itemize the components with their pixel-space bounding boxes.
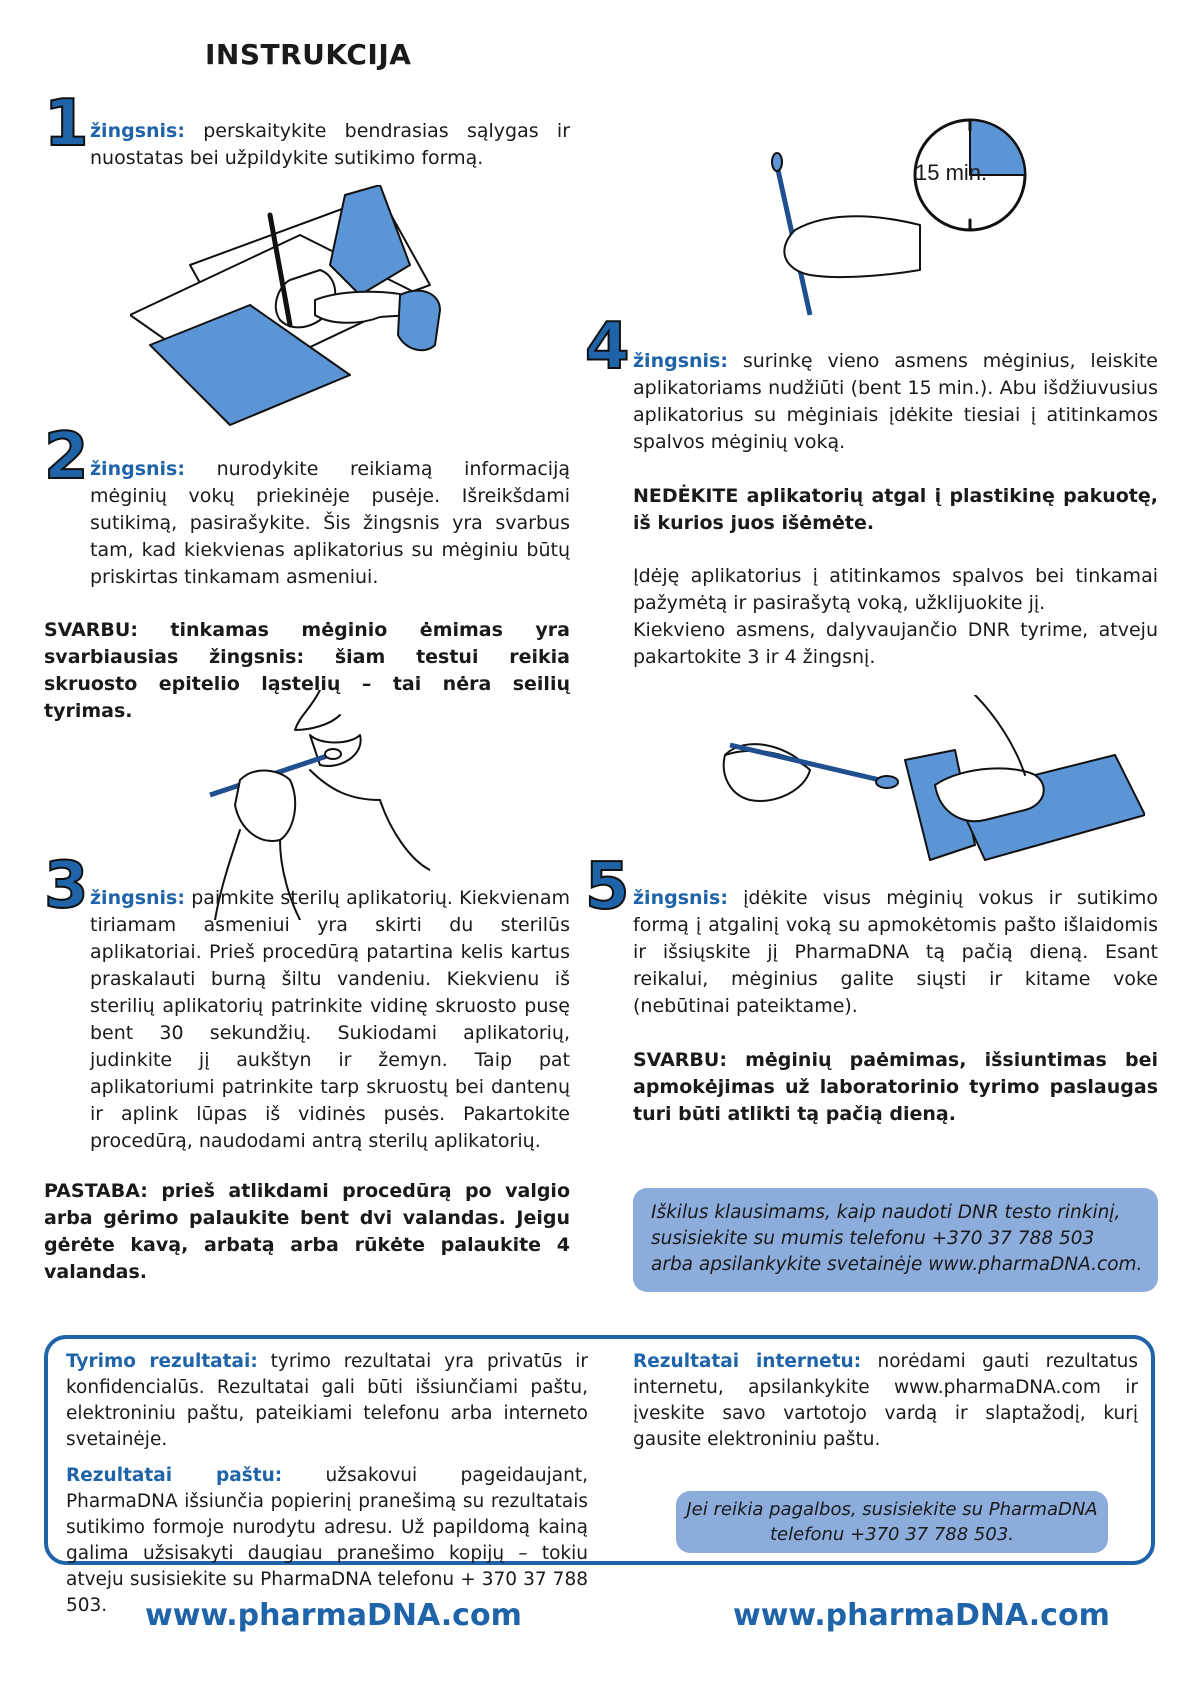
step-5-body: įdėkite visus mėginių vokus ir sutikimo formą į atgalinį voką su apmokėtomis pašto išlaidomis ir išsiųskite jį PharmaDNA tą pačią dieną. Esant reikalui, mėginius galite siųsti ir kitame voke (nebūtinai pateiktame).: [633, 887, 1158, 1017]
resting-sleeve: [398, 291, 440, 351]
page-title: INSTRUKCIJA: [205, 38, 412, 71]
step-4-warning: NEDĖKITE aplikatorių atgal į plastikinę pakuotę, iš kurios juos išėmėte.: [633, 485, 1158, 534]
contact-info-text: [651, 1200, 1151, 1278]
step-1-number: 1: [44, 87, 87, 161]
contact-info-line-2: susisiekite su mumis telefonu +370 37 788 503: [651, 1228, 1095, 1249]
step-4-text2: Įdėję aplikatorius į atitinkamos spalvos bei tinkamai pažymėtą ir pasirašytą voką, užklijuokite jį.: [633, 565, 1158, 614]
results-pastu-text: užsakovui pageidaujant, PharmaDNA išsiunčia popierinį pranešimą su rezultatais sutikimo formoje nurodytu adresu. Už papildomą kainą galima užsisakyti daugiau pranešimo kopijų – tokiu atveju susisiekite su PharmaDNA telefonu + 370 37 788 503.: [66, 1465, 588, 1616]
jaw-line: [310, 770, 430, 870]
step-1-lead: žingsnis:: [90, 120, 185, 142]
results-box: [44, 1335, 1155, 1616]
swab-tip: [325, 749, 341, 759]
step-3-number: 3: [44, 849, 87, 923]
step-2-number: 2: [44, 420, 87, 494]
signing-form-illustration: [130, 185, 560, 435]
step-4-text: [633, 348, 1158, 456]
contact-info-line-3: arba apsilankykite svetainėje www.pharmaDNA.com.: [651, 1254, 1143, 1275]
results-internetu-text: norėdami gauti rezultatus internetu, apsilankykite www.pharmaDNA.com ir įveskite savo vartotojo vardą ir slaptažodį, kurį gausite elektroniniu paštu.: [633, 1351, 1138, 1450]
step-4-lead: žingsnis:: [633, 350, 728, 372]
timer-label: 15 min.: [915, 160, 988, 185]
step-2-text: [90, 456, 570, 591]
step-3-text-first: [90, 885, 570, 1155]
results-right-column: [633, 1349, 1138, 1463]
step-3-body: paimkite sterilų aplikatorių. Kiekvienam tiriamam asmeniui yra skirti du sterilūs aplikatoriai. Prieš procedūrą patartina kelis kartus praskalauti burną šiltu vandeniu. Kiekvienu iš sterilių aplikatorių patrinkite vidinę skruosto pusę bent 30 sekundžių. Sukiodami aplikatorių, judinkite jį aukštyn ir žemyn. Taip pat aplikatoriumi patrinkite tarp skruostų bei dantenų ir aplink lūpas iš vidinės pusės. Pakartokite procedūrą, naudodami antrą sterilų aplikatorių.: [90, 887, 570, 1152]
help-line-2: telefonu +370 37 788 503.: [769, 1524, 1015, 1545]
step-1-body: perskaitykite bendrasias sąlygas ir nuostatas bei užpildykite sutikimo formą.: [90, 120, 570, 169]
face-outline: [295, 690, 340, 730]
step-5-lead: žingsnis:: [633, 887, 728, 909]
hand-holding-swab: [235, 771, 295, 841]
step-3-note: PASTABA: prieš atlikdami procedūrą po valgio arba gėrimo palaukite bent dvi valandas. Jeigu gėrėte kavą, arbatą arba rūkėte palaukite 4 valandas.: [44, 1180, 570, 1283]
step-5-text: [633, 885, 1158, 1020]
footer-url-right[interactable]: www.pharmaDNA.com: [733, 1598, 1110, 1633]
hand-holding-dry-swab: [784, 216, 920, 277]
contact-info-box: [633, 1188, 1158, 1292]
step-5-number: 5: [585, 850, 628, 924]
insert-swab-tip: [876, 776, 898, 788]
drying-timer-illustration: [770, 100, 1100, 330]
results-tyrimo-text: tyrimo rezultatai yra privatūs ir konfidencialūs. Rezultatai gali būti išsiunčiami paštu, elektroniniu paštu, pateikiami telefonu arba interneto svetainėje.: [66, 1351, 588, 1450]
step-4-number: 4: [585, 310, 628, 384]
drying-swab-tip: [772, 153, 782, 171]
step-5-important: SVARBU: mėginių paėmimas, išsiuntimas bei apmokėjimas už laboratorinio tyrimo paslaugas turi būti atlikti tą pačią dieną.: [633, 1049, 1158, 1125]
step-4-body: surinkę vieno asmens mėginius, leiskite aplikatoriams nudžiūti (bent 15 min.). Abu išdžiuvusius aplikatorius su mėginiais įdėkite tiesiai į atitinkamos spalvos mėginių voką.: [633, 350, 1158, 453]
help-box: [676, 1491, 1108, 1553]
step-2-important: SVARBU: tinkamas mėginio ėmimas yra svarbiausias žingsnis: šiam testui reikia skruosto epitelio ląstelių – tai nėra seilių tyrimas.: [44, 619, 570, 722]
step-3-lead: žingsnis:: [90, 887, 185, 909]
step-2-lead: žingsnis:: [90, 458, 185, 480]
step-2-body: nurodykite reikiamą informaciją mėginių vokų priekinėje pusėje. Išreikšdami sutikimą, pasirašykite. Šis žingsnis yra svarbus tam, kad kiekvienas aplikatorius su mėginiu būtų priskirtas tinkamam asmeniui.: [90, 458, 570, 588]
step-4-text3: Kiekvieno asmens, dalyvaujančio DNR tyrime, atveju pakartokite 3 ir 4 žingsnį.: [633, 619, 1158, 668]
step-1-text: [90, 118, 570, 172]
contact-info-line-1: Iškilus klausimams, kaip naudoti DNR testo rinkinį,: [651, 1202, 1121, 1223]
results-internetu-lead: Rezultatai internetu:: [633, 1351, 862, 1372]
results-pastu-lead: Rezultatai paštu:: [66, 1465, 283, 1486]
help-line-1: Jei reikia pagalbos, susisiekite su PharmaDNA: [686, 1499, 1098, 1520]
results-tyrimo-lead: Tyrimo rezultatai:: [66, 1351, 258, 1372]
envelope-insert-illustration: [715, 695, 1145, 905]
results-left-column: [66, 1349, 588, 1629]
right-arm-line: [975, 695, 1025, 775]
footer-url-left[interactable]: www.pharmaDNA.com: [145, 1598, 522, 1633]
